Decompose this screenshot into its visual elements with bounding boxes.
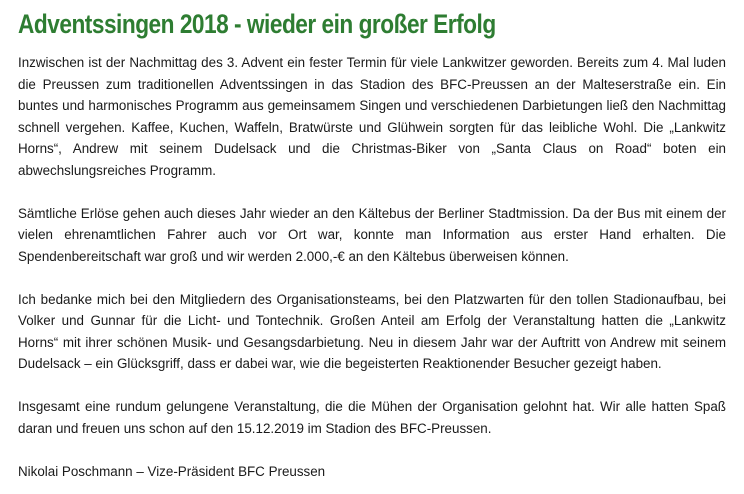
author-signature: Nikolai Poschmann – Vize-Präsident BFC Preussen (18, 463, 326, 479)
article-body (18, 52, 726, 482)
article (18, 6, 726, 482)
paragraph-intro: Inzwischen ist der Nachmittag des 3. Advent ein fester Termin für viele Lankwitzer geworden. Bereits zum 4. Mal luden die Preussen zum traditionellen Adventssingen in das Stadion des BFC-Preussen an der Malteserstraße ein. Ein buntes und harmonisches Programm aus gemeinsamem Singen und verschiedenen Darbietungen ließ den Nachmittag schnell vergehen. Kaffee, Kuchen, Waffeln, Bratwürste und Glühwein sorgten für das leibliche Wohl. Die „Lankwitz Horns“, Andrew mit seinem Dudelsack und die Christmas-Biker von „Santa Claus on Road“ boten ein abwechslungsreiches Programm. (18, 55, 726, 178)
paragraph-donations: Sämtliche Erlöse gehen auch dieses Jahr wieder an den Kältebus der Berliner Stadtmission. Da der Bus mit einem der vielen ehrenamtlichen Fahrer auch vor Ort war, konnte man Information aus erster Hand erhalten. Die Spendenbereitschaft war groß und wir werden 2.000,-€ an den Kältebus überweisen können. (18, 205, 726, 264)
article-title: Adventssingen 2018 - wieder ein großer Erfolg (18, 9, 496, 39)
paragraph-thanks: Ich bedanke mich bei den Mitgliedern des Organisationsteams, bei den Platzwarten für den tollen Stadionaufbau, bei Volker und Gunnar für die Licht- und Tontechnik. Großen Anteil am Erfolg der Veranstaltung hatten die „Lankwitz Horns“ mit ihrer schönen Musik- und Gesangsdarbietung. Neu in diesem Jahr war der Auftritt von Andrew mit seinem Dudelsack – ein Glücksgriff, dass er dabei war, wie die begeisterten Reaktionender Besucher gezeigt haben. (18, 291, 726, 371)
paragraph-conclusion: Insgesamt eine rundum gelungene Veranstaltung, die die Mühen der Organisation gelohnt hat. Wir alle hatten Spaß daran und freuen uns schon auf den 15.12.2019 im Stadion des BFC-Preussen. (18, 399, 726, 436)
